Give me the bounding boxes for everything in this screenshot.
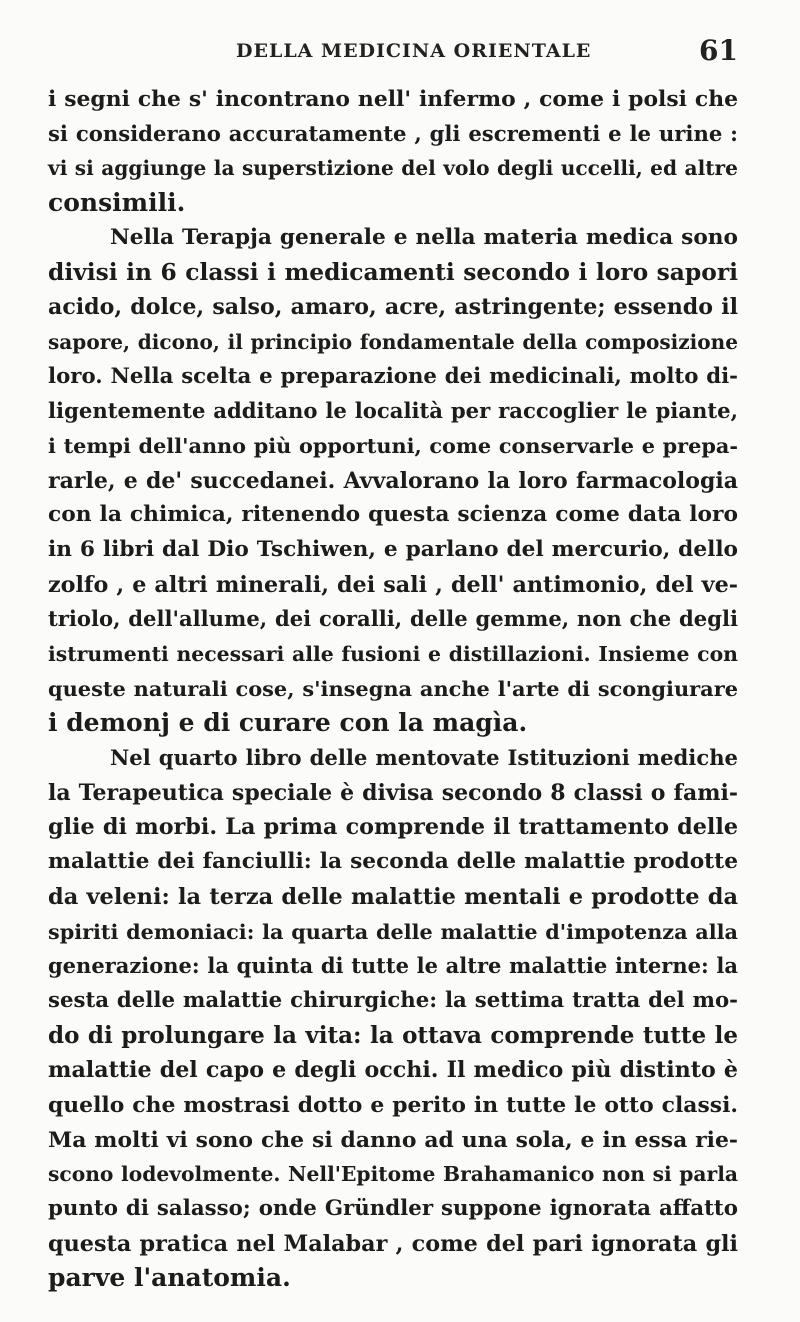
text-line: generazione: la quinta di tutte le altre malattie interne: la (48, 953, 738, 979)
text-line: si considerano accuratamente , gli escrementi e le urine : (48, 120, 738, 146)
text-line: istrumenti necessari alle fusioni e distillazioni. Insieme con (48, 642, 738, 666)
text-line: rarle, e de' succedanei. Avvalorano la loro farmacologia (48, 467, 738, 494)
text-line: da veleni: la terza delle malattie mentali e prodotte da (48, 883, 738, 910)
text-line: questa pratica nel Malabar , come del pari ignorata gli (48, 1230, 738, 1257)
text-line: i demonj e di curare con la magìa. (48, 708, 528, 738)
page-number: 61 (699, 34, 738, 67)
text-line: sesta delle malattie chirurgiche: la settima tratta del mo- (48, 987, 738, 1013)
text-line: punto di salasso; onde Gründler suppone ignorata affatto (48, 1196, 738, 1221)
text-line: glie di morbi. La prima comprende il trattamento delle (48, 814, 738, 841)
text-line: scono lodevolmente. Nell'Epitome Brahamanico non si parla (48, 1162, 738, 1187)
text-line: spiriti demoniaci: la quarta delle malattie d'impotenza alla (48, 918, 738, 944)
text-line: in 6 libri dal Dio Tschiwen, e parlano del mercurio, dello (48, 536, 738, 562)
paragraph (48, 741, 738, 1296)
text-line: i segni che s' incontrano nell' infermo , come i polsi che (48, 86, 738, 112)
text-line: malattie del capo e degli occhi. Il medico più distinto è (48, 1057, 738, 1084)
text-line: con la chimica, ritenendo questa scienza come data loro (48, 502, 738, 528)
paragraph (48, 221, 738, 741)
text-line: malattie dei fanciulli: la seconda delle malattie prodotte (48, 849, 738, 875)
text-line: ligentemente additano le località per raccoglier le piante, (48, 398, 738, 424)
text-line: do di prolungare la vita: la ottava comprende tutte le (48, 1021, 738, 1049)
text-line: la Terapeutica speciale è divisa secondo 8 classi o fami- (48, 779, 738, 806)
text-line: quello che mostrasi dotto e perito in tutte le otto classi. (48, 1091, 738, 1118)
text-line: Nella Terapja generale e nella materia medica sono (110, 224, 738, 250)
text-line: loro. Nella scelta e preparazione dei medicinali, molto di- (48, 363, 738, 389)
text-line: parve l'anatomia. (48, 1263, 291, 1293)
text-line: vi si aggiunge la superstizione del volo degli uccelli, ed altre (48, 156, 738, 181)
text-line: i tempi dell'anno più opportuni, come conservarle e prepa- (48, 432, 738, 458)
text-line: triolo, dell'allume, dei coralli, delle gemme, non che degli (48, 606, 738, 632)
text-line: divisi in 6 classi i medicamenti secondo i loro sapori (48, 258, 738, 287)
text-line: Nel quarto libro delle mentovate Istituzioni mediche (110, 745, 738, 771)
text-line: sapore, dicono, il principio fondamentale della composizione (48, 329, 738, 354)
text-line: queste naturali cose, s'insegna anche l'arte di scongiurare (48, 675, 738, 701)
text-line: consimili. (48, 188, 186, 218)
body-text (48, 82, 738, 1296)
text-line: zolfo , e altri minerali, dei sali , dell' antimonio, del ve- (48, 571, 738, 598)
text-line: acido, dolce, salso, amaro, acre, astringente; essendo il (48, 294, 738, 321)
paragraph (48, 82, 738, 221)
page-header (48, 34, 738, 74)
text-line: Ma molti vi sono che si danno ad una sola, e in essa rie- (48, 1126, 738, 1153)
running-head: DELLA MEDICINA ORIENTALE (236, 40, 592, 62)
